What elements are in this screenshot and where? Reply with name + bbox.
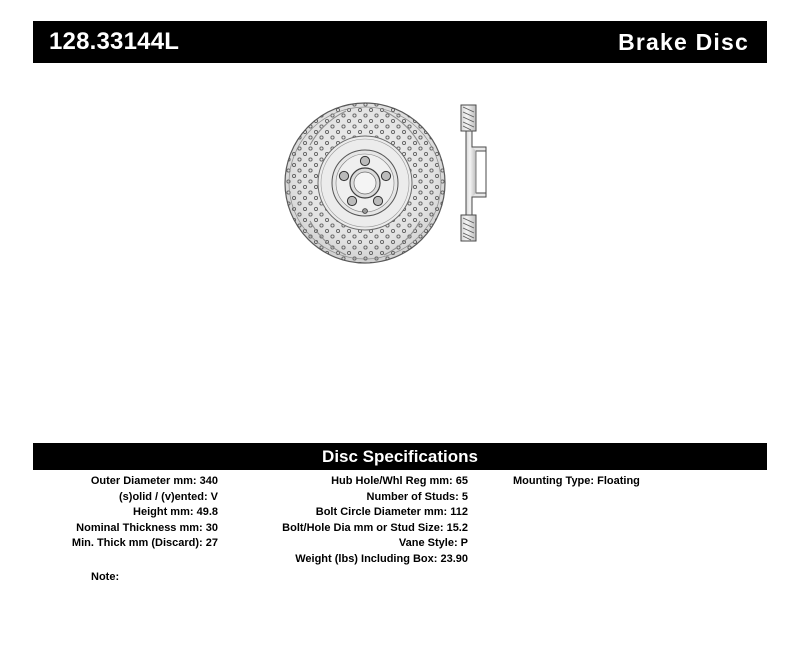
rotor-face (285, 103, 445, 263)
spec-item: Outer Diameter mm: 340 (90, 475, 218, 487)
spec-item: Weight (lbs) Including Box: 23.90 (295, 552, 468, 565)
spec-item: Hub Hole/Whl Reg mm: 65 (331, 475, 468, 487)
spec-item: Number of Studs: 5 (366, 490, 468, 503)
spec-item: Nominal Thickness mm: 30 (76, 521, 218, 534)
spec-item: Min. Thick mm (Discard): 27 (71, 537, 218, 550)
part-number: 128.33144L (49, 28, 180, 55)
spec-column-left (33, 474, 218, 552)
note-label: Note: (91, 571, 120, 583)
spec-column-middle (233, 474, 468, 568)
spec-body (33, 474, 767, 584)
header-bar (33, 21, 767, 63)
spec-item: Mounting Type: Floating (513, 475, 640, 487)
brake-rotor-illustration (280, 85, 540, 285)
spec-item: (s)olid / (v)ented: V (119, 490, 218, 503)
spec-item: Height mm: 49.8 (133, 506, 218, 519)
spec-item: Bolt/Hole Dia mm or Stud Size: 15.2 (282, 521, 468, 534)
spec-section-title: Disc Specifications (33, 443, 767, 470)
spec-column-right (513, 474, 763, 490)
rotor-edge-view (461, 105, 486, 241)
page-title: Brake Disc (618, 28, 749, 55)
spec-item: Bolt Circle Diameter mm: 112 (315, 506, 468, 519)
spec-item: Vane Style: P (398, 537, 468, 550)
product-image (280, 85, 540, 285)
